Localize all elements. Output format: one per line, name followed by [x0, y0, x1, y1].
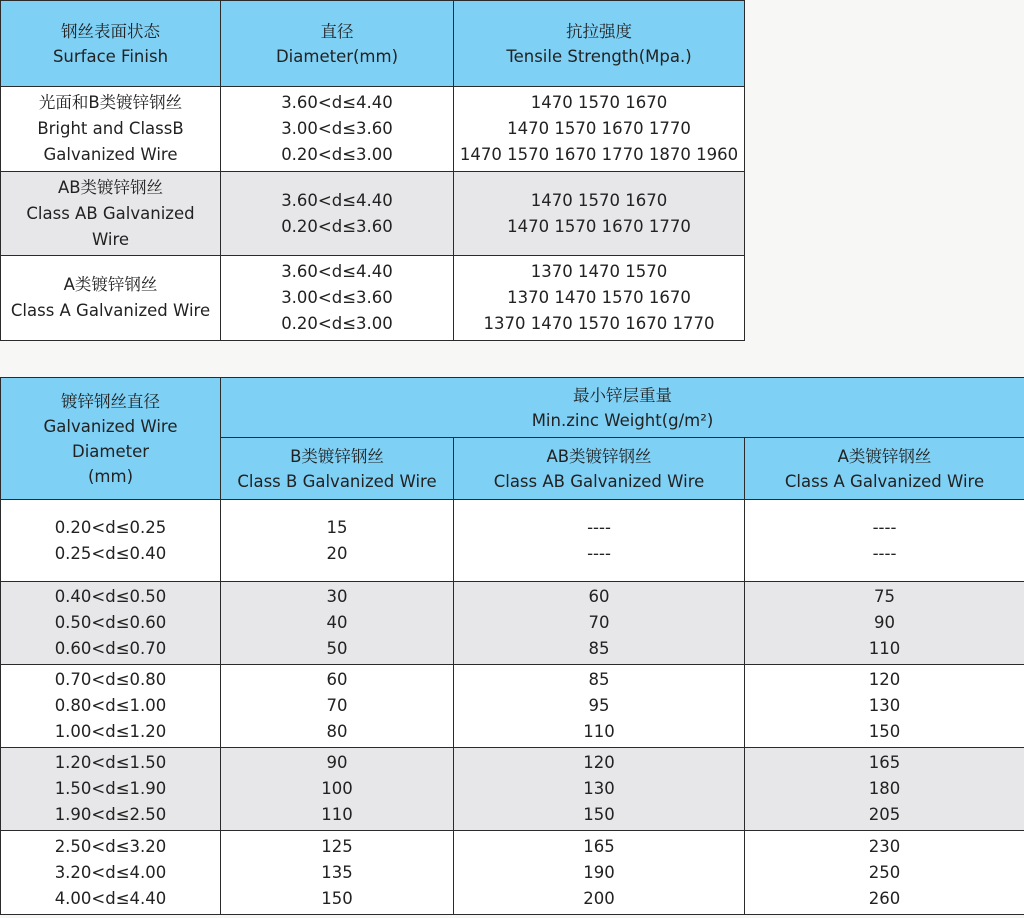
- header-text: Tensile Strength(Mpa.): [506, 46, 692, 66]
- value-text: 20: [326, 543, 348, 563]
- diameter-text: 0.70<d≤0.80: [54, 670, 167, 689]
- header-text: Class A Galvanized Wire: [784, 471, 985, 491]
- strength-cell: [454, 172, 745, 256]
- diameter-text: 1.90<d≤2.50: [54, 805, 167, 824]
- diameter-text: 3.20<d≤4.00: [54, 862, 167, 882]
- header-text: 钢丝表面状态: [61, 21, 160, 41]
- header-text: Galvanized Wire: [43, 416, 178, 436]
- header-text: 直径: [320, 21, 354, 41]
- value-text: 110: [868, 639, 901, 658]
- tensile-strength-table: [0, 0, 745, 341]
- value-text: 15: [326, 517, 348, 537]
- class-a-cell: [745, 665, 1024, 748]
- header-text: 最小锌层重量: [573, 385, 672, 405]
- value-text: 50: [326, 639, 348, 658]
- diameter-text: 3.00<d≤3.60: [281, 288, 393, 307]
- finish-text: 光面和B类镀锌钢丝: [38, 93, 183, 112]
- diameter-text: 3.60<d≤4.40: [281, 93, 393, 112]
- finish-cell: [1, 87, 221, 172]
- header-class-a: [745, 438, 1024, 500]
- diameter-text: 1.00<d≤1.20: [54, 722, 167, 741]
- class-b-cell: [221, 831, 454, 915]
- diameter-text: 1.20<d≤1.50: [54, 753, 167, 772]
- diameter-text: 0.25<d≤0.40: [54, 543, 167, 563]
- finish-cell: [1, 172, 221, 256]
- value-text: 85: [588, 639, 610, 658]
- header-text: A类镀锌钢丝: [837, 446, 932, 466]
- header-surface-finish: [1, 1, 221, 87]
- value-text: 135: [321, 862, 353, 882]
- value-text: 70: [588, 613, 610, 632]
- diameter-cell: [1, 831, 221, 915]
- class-b-cell: [221, 500, 454, 582]
- value-text: 150: [321, 888, 353, 908]
- zinc-weight-table: [0, 377, 1024, 915]
- value-text: ----: [587, 517, 611, 537]
- header-text: Diameter: [71, 441, 150, 461]
- value-text: 120: [583, 753, 615, 772]
- diameter-cell: [1, 748, 221, 831]
- value-text: 90: [874, 613, 895, 632]
- finish-text: AB类镀锌钢丝: [57, 177, 164, 197]
- header-text: Surface Finish: [52, 46, 169, 66]
- value-text: 200: [583, 888, 615, 908]
- table-row: [1, 500, 1024, 582]
- diameter-cell: [221, 87, 454, 172]
- header-text: 镀锌钢丝直径: [61, 391, 160, 411]
- finish-text: Galvanized Wire: [43, 145, 178, 164]
- value-text: 205: [868, 805, 901, 824]
- value-text: 150: [868, 722, 901, 741]
- finish-cell: [1, 256, 221, 341]
- value-text: 190: [583, 862, 615, 882]
- diameter-text: 0.40<d≤0.50: [54, 587, 167, 606]
- diameter-text: 0.50<d≤0.60: [54, 613, 167, 632]
- value-text: 95: [588, 696, 610, 715]
- diameter-text: 0.20<d≤3.00: [281, 314, 393, 333]
- value-text: ----: [872, 543, 897, 563]
- class-ab-cell: [454, 500, 745, 582]
- header-text: Class AB Galvanized Wire: [493, 471, 705, 491]
- value-text: 130: [868, 696, 901, 715]
- class-a-cell: [745, 500, 1024, 582]
- strength-text: 1470 1570 1670: [530, 93, 668, 112]
- diameter-text: 0.20<d≤3.00: [281, 145, 393, 164]
- header-text: B类镀锌钢丝: [290, 446, 384, 466]
- value-text: 75: [874, 587, 895, 606]
- value-text: 110: [583, 722, 615, 741]
- finish-text: Bright and ClassB: [37, 119, 184, 138]
- header-min-zinc-weight: [221, 378, 1024, 438]
- class-ab-cell: [454, 748, 745, 831]
- value-text: 60: [588, 587, 610, 606]
- value-text: 40: [326, 613, 348, 632]
- value-text: 85: [588, 670, 610, 689]
- diameter-text: 1.50<d≤1.90: [54, 779, 167, 798]
- diameter-text: 0.60<d≤0.70: [54, 639, 167, 658]
- header-class-b: [221, 438, 454, 500]
- value-text: 130: [583, 779, 615, 798]
- strength-text: 1370 1470 1570 1670: [507, 288, 691, 307]
- diameter-cell: [1, 582, 221, 665]
- diameter-text: 2.50<d≤3.20: [54, 836, 167, 856]
- finish-text: Class A Galvanized Wire: [10, 301, 211, 320]
- strength-cell: [454, 87, 745, 172]
- strength-text: 1370 1470 1570 1670 1770: [483, 314, 715, 333]
- value-text: 150: [583, 805, 615, 824]
- table-row: [1, 748, 1024, 831]
- header-text: 抗拉强度: [566, 21, 632, 41]
- table-row: [1, 665, 1024, 748]
- strength-text: 1470 1570 1670 1770: [507, 216, 691, 236]
- finish-text: A类镀锌钢丝: [63, 275, 158, 294]
- class-ab-cell: [454, 831, 745, 915]
- strength-text: 1370 1470 1570: [530, 262, 668, 281]
- diameter-text: 4.00<d≤4.40: [54, 888, 167, 908]
- value-text: 260: [868, 888, 901, 908]
- header-class-ab: [454, 438, 745, 500]
- value-text: 165: [868, 753, 901, 772]
- value-text: 60: [326, 670, 348, 689]
- diameter-text: 3.60<d≤4.40: [281, 262, 393, 281]
- value-text: 120: [868, 670, 901, 689]
- diameter-text: 0.20<d≤0.25: [54, 517, 167, 537]
- value-text: 80: [326, 722, 348, 741]
- class-a-cell: [745, 748, 1024, 831]
- diameter-text: 3.00<d≤3.60: [281, 119, 393, 138]
- diameter-text: 3.60<d≤4.40: [281, 190, 393, 210]
- header-text: Class B Galvanized Wire: [237, 471, 437, 491]
- class-b-cell: [221, 665, 454, 748]
- class-b-cell: [221, 582, 454, 665]
- table-row: [1, 831, 1024, 915]
- finish-text: Wire: [91, 229, 130, 249]
- class-a-cell: [745, 831, 1024, 915]
- diameter-cell: [221, 256, 454, 341]
- table-row: [1, 87, 745, 172]
- strength-cell: [454, 256, 745, 341]
- value-text: 30: [326, 587, 348, 606]
- header-text: AB类镀锌钢丝: [546, 446, 652, 466]
- diameter-cell: [1, 500, 221, 582]
- strength-text: 1470 1570 1670 1770 1870 1960: [459, 145, 739, 164]
- diameter-text: 0.20<d≤3.60: [281, 216, 393, 236]
- diameter-cell: [221, 172, 454, 256]
- header-diameter: [221, 1, 454, 87]
- class-ab-cell: [454, 665, 745, 748]
- value-text: 180: [868, 779, 901, 798]
- value-text: 70: [326, 696, 348, 715]
- value-text: 125: [321, 836, 353, 856]
- value-text: 90: [326, 753, 348, 772]
- strength-text: 1470 1570 1670 1770: [507, 119, 691, 138]
- diameter-text: 0.80<d≤1.00: [54, 696, 167, 715]
- strength-text: 1470 1570 1670: [530, 190, 668, 210]
- value-text: 100: [321, 779, 353, 798]
- value-text: 110: [321, 805, 353, 824]
- value-text: 230: [868, 836, 901, 856]
- value-text: ----: [872, 517, 897, 537]
- table-row: [1, 256, 745, 341]
- finish-text: Class AB Galvanized: [26, 203, 195, 223]
- header-galvanized-diameter: [1, 378, 221, 500]
- header-tensile-strength: [454, 1, 745, 87]
- table-row: [1, 582, 1024, 665]
- header-text: Min.zinc Weight(g/m²): [531, 410, 714, 430]
- value-text: ----: [587, 543, 611, 563]
- header-text: Diameter(mm): [275, 46, 399, 66]
- diameter-cell: [1, 665, 221, 748]
- value-text: 165: [583, 836, 615, 856]
- class-ab-cell: [454, 582, 745, 665]
- class-b-cell: [221, 748, 454, 831]
- class-a-cell: [745, 582, 1024, 665]
- header-text: (mm): [87, 466, 134, 486]
- value-text: 250: [868, 862, 901, 882]
- table-row: [1, 172, 745, 256]
